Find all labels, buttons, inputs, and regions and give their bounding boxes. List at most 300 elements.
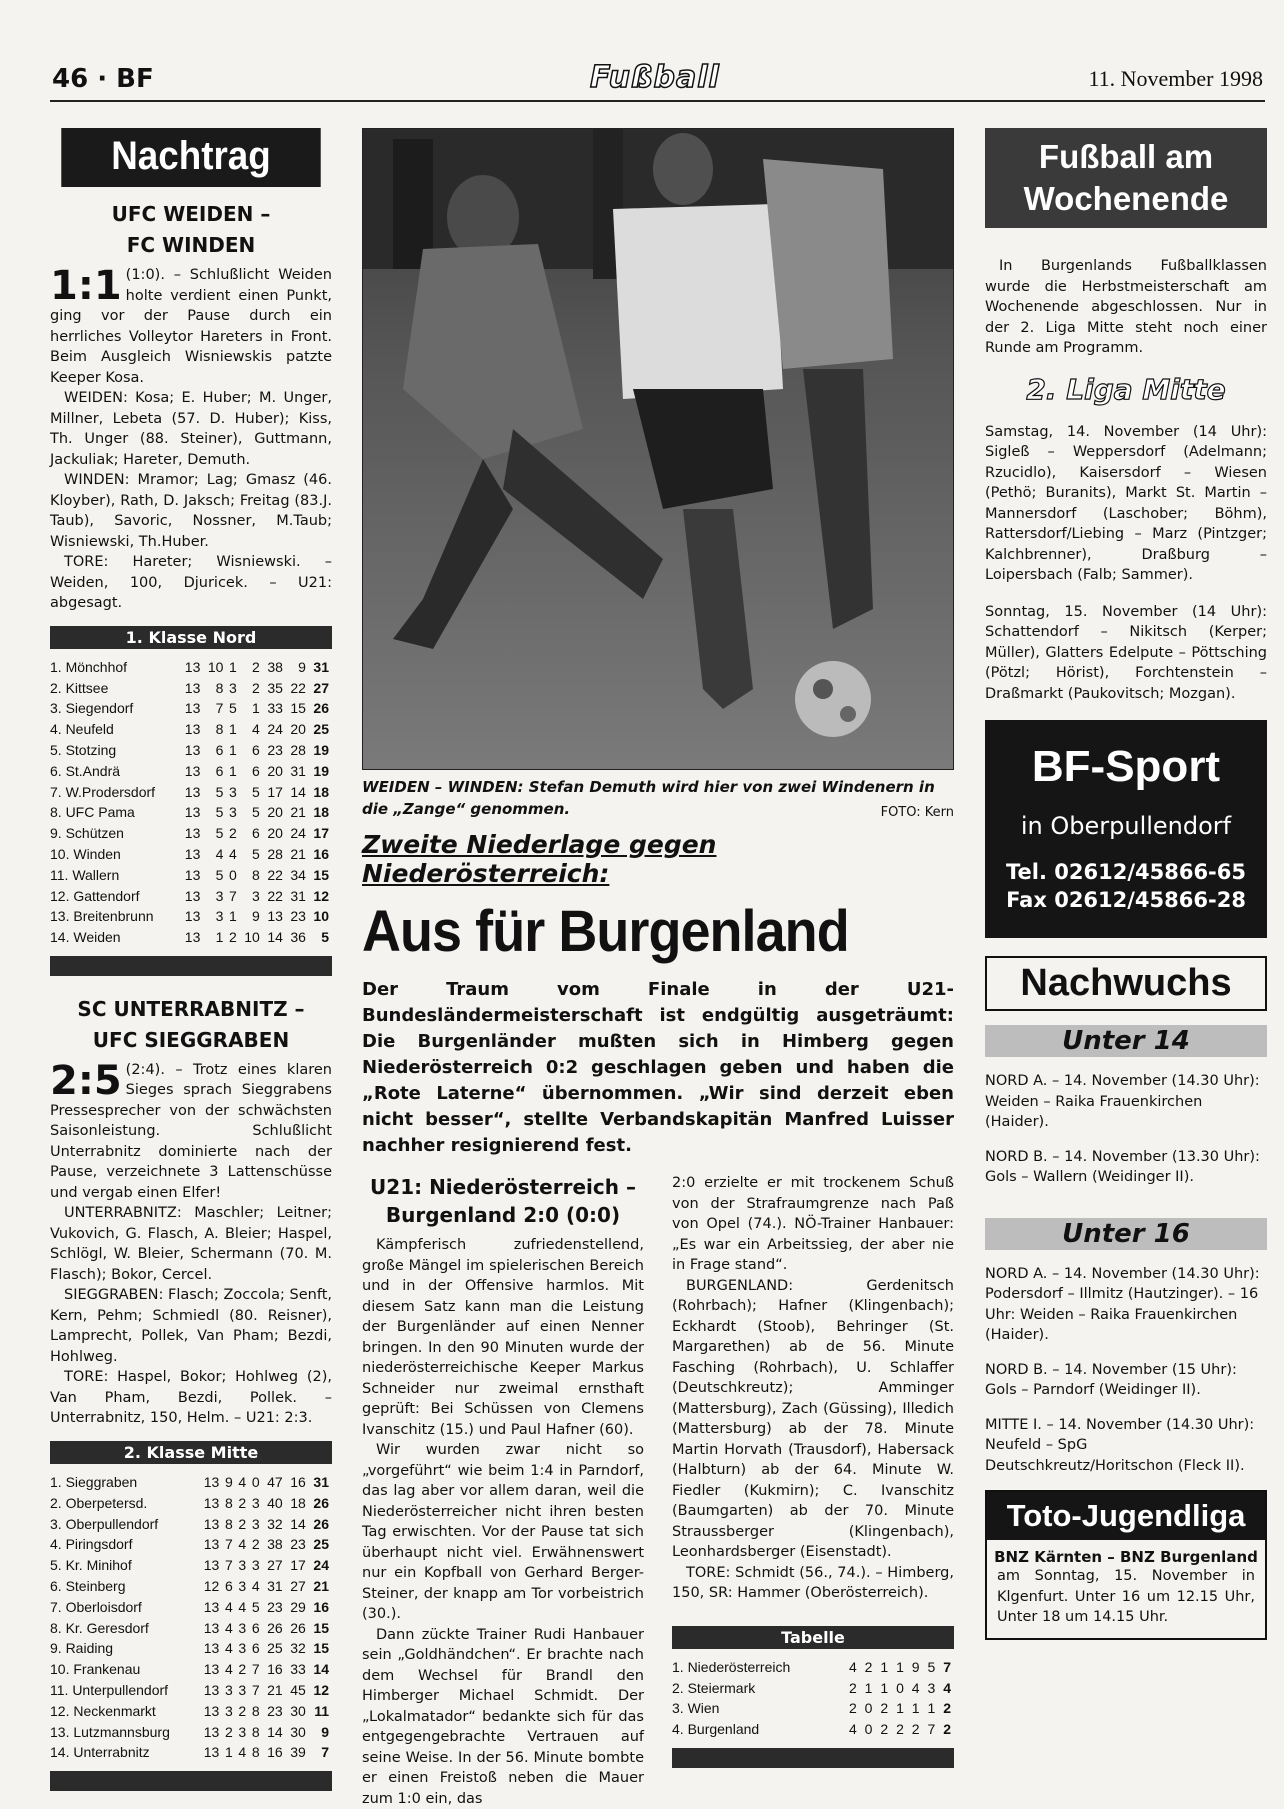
stat-value: 6 xyxy=(240,760,263,781)
table1-row xyxy=(50,677,332,698)
points: 7 xyxy=(938,1657,954,1678)
points: 2 xyxy=(938,1719,954,1740)
stat-value: 7 xyxy=(249,1680,262,1701)
u21-table-row xyxy=(672,1698,954,1719)
stat-value: 1 xyxy=(891,1698,907,1719)
stat-value: 10 xyxy=(203,657,226,678)
stat-value: 3 xyxy=(222,1700,235,1721)
match2-lineup-home: UNTERRABNITZ: Maschler; Leitner; Vukovich, G. Flasch, A. Bleier; Haspel, Schlögl, W. Bleier, Schermann (70. M. Flasch); Bokor, Cercel. xyxy=(50,1203,332,1285)
stat-value: 18 xyxy=(286,1492,309,1513)
team-name: 10. Frankenau xyxy=(50,1659,199,1680)
stat-value: 23 xyxy=(286,906,309,927)
stat-value: 22 xyxy=(286,677,309,698)
team-name: 10. Winden xyxy=(50,844,180,865)
body-para-3: Dann zückte Trainer Rudi Hanbauer sein „Goldhändchen“. Er brachte nach dem Wechsel für Brandl den Himberger Michael Schmidt. Der „Lokalmatador“ bedankte sich für das entgegengebrachte Vertrauen auf seine Weise. In der 56. Minute bombte er einen Freistoß neben die Mauer zum 1:0 ein, das xyxy=(362,1625,644,1809)
stat-value: 40 xyxy=(263,1492,286,1513)
table2-row xyxy=(50,1555,332,1576)
stat-value: 2 xyxy=(226,927,239,948)
stat-value: 13 xyxy=(199,1492,222,1513)
body-para-6: TORE: Schmidt (56., 74.). – Himberg, 150, SR: Hammer (Oberösterreich). xyxy=(672,1563,954,1604)
stat-value: 23 xyxy=(263,1596,286,1617)
stat-value: 26 xyxy=(263,1617,286,1638)
page-header xyxy=(50,60,1265,102)
stat-value: 5 xyxy=(923,1657,939,1678)
stat-value: 3 xyxy=(923,1677,939,1698)
stat-value: 16 xyxy=(263,1742,286,1763)
stat-value: 21 xyxy=(286,844,309,865)
stat-value: 30 xyxy=(286,1700,309,1721)
stat-value: 13 xyxy=(199,1596,222,1617)
team-name: 3. Wien xyxy=(672,1698,844,1719)
article-headline: Aus für Burgenland xyxy=(362,898,913,965)
stat-value: 4 xyxy=(222,1596,235,1617)
stat-value: 26 xyxy=(286,1617,309,1638)
standings-table-1 xyxy=(50,657,332,948)
points: 31 xyxy=(309,1472,332,1493)
team-name: 11. Unterpullendorf xyxy=(50,1680,199,1701)
team-name: 3. Oberpullendorf xyxy=(50,1513,199,1534)
stat-value: 17 xyxy=(286,1555,309,1576)
stat-value: 1 xyxy=(923,1698,939,1719)
u21-table-footer-bar xyxy=(672,1748,954,1768)
stat-value: 2 xyxy=(249,1534,262,1555)
stat-value: 3 xyxy=(249,1492,262,1513)
stat-value: 32 xyxy=(286,1638,309,1659)
stat-value: 31 xyxy=(286,760,309,781)
stat-value: 24 xyxy=(286,823,309,844)
stat-value: 9 xyxy=(240,906,263,927)
match1-goals: TORE: Hareter; Wisniewski. – Weiden, 100, Djuricek. – U21: abgesagt. xyxy=(50,552,332,614)
points: 25 xyxy=(309,1534,332,1555)
match1-text: (1:0). – Schlußlicht Weiden holte verdient einen Punkt, ging vor der Pause durch ein herrliches Volleytor Hareters in Front. Beim Ausgleich Wisniewskis patzte Keeper Kosa. xyxy=(50,267,332,386)
u21-table-title: Tabelle xyxy=(672,1626,954,1649)
stat-value: 5 xyxy=(240,844,263,865)
stat-value: 6 xyxy=(240,823,263,844)
article-col-a xyxy=(362,1173,644,1809)
photo-credit: FOTO: Kern xyxy=(881,805,954,820)
team-name: 12. Gattendorf xyxy=(50,885,180,906)
stat-value: 47 xyxy=(263,1472,286,1493)
u16-heading: Unter 16 xyxy=(985,1218,1267,1250)
points: 2 xyxy=(938,1698,954,1719)
points: 26 xyxy=(309,1492,332,1513)
table1-row xyxy=(50,740,332,761)
stat-value: 1 xyxy=(226,719,239,740)
stat-value: 20 xyxy=(263,760,286,781)
stat-value: 4 xyxy=(236,1742,249,1763)
stat-value: 16 xyxy=(263,1659,286,1680)
stat-value: 39 xyxy=(286,1742,309,1763)
stat-value: 0 xyxy=(249,1472,262,1493)
stat-value: 8 xyxy=(203,677,226,698)
article-col-b xyxy=(672,1173,954,1768)
bf-sport-ad xyxy=(985,720,1267,938)
team-name: 9. Raiding xyxy=(50,1638,199,1659)
table2-row xyxy=(50,1742,332,1763)
stat-value: 2 xyxy=(222,1721,235,1742)
stat-value: 22 xyxy=(263,885,286,906)
standings-table-2 xyxy=(50,1472,332,1763)
team-name: 7. Oberloisdorf xyxy=(50,1596,199,1617)
ad-place: in Oberpullendorf xyxy=(985,812,1267,840)
stat-value: 33 xyxy=(263,698,286,719)
team-name: 2. Oberpetersd. xyxy=(50,1492,199,1513)
points: 10 xyxy=(309,906,332,927)
stat-value: 4 xyxy=(203,844,226,865)
stat-value: 29 xyxy=(286,1596,309,1617)
u21-table-row xyxy=(672,1677,954,1698)
stat-value: 33 xyxy=(286,1659,309,1680)
stat-value: 20 xyxy=(286,719,309,740)
team-name: 1. Mönchhof xyxy=(50,657,180,678)
table1-row xyxy=(50,657,332,678)
stat-value: 8 xyxy=(240,864,263,885)
stat-value: 2 xyxy=(236,1700,249,1721)
match1-lineup-home: WEIDEN: Kosa; E. Huber; M. Unger, Millner, Lebeta (57. D. Huber); Kiss, Th. Unger (88. Steiner), Guttmann, Jackuliak; Hareter, Demuth. xyxy=(50,388,332,470)
stat-value: 2 xyxy=(891,1719,907,1740)
subhead-line-1: U21: Niederösterreich – xyxy=(362,1173,644,1201)
table1-row xyxy=(50,885,332,906)
stat-value: 7 xyxy=(226,885,239,906)
match2-goals: TORE: Haspel, Bokor; Hohlweg (2), Van Pham, Bezdi, Pollek. – Unterrabnitz, 150, Helm. – U21: 2:3. xyxy=(50,1367,332,1429)
points: 25 xyxy=(309,719,332,740)
stat-value: 14 xyxy=(263,1721,286,1742)
stat-value: 5 xyxy=(249,1596,262,1617)
stat-value: 13 xyxy=(180,885,203,906)
liga-heading: 2. Liga Mitte xyxy=(985,373,1267,406)
table2-row xyxy=(50,1492,332,1513)
stat-value: 15 xyxy=(286,698,309,719)
stat-value: 9 xyxy=(222,1472,235,1493)
stat-value: 13 xyxy=(199,1659,222,1680)
stat-value: 13 xyxy=(180,823,203,844)
stat-value: 6 xyxy=(240,740,263,761)
stat-value: 7 xyxy=(203,698,226,719)
stat-value: 1 xyxy=(226,760,239,781)
stat-value: 4 xyxy=(222,1638,235,1659)
ad-phone: Tel. 02612/45866-65 xyxy=(985,858,1267,886)
match1-heading xyxy=(50,199,332,261)
stat-value: 3 xyxy=(236,1680,249,1701)
stat-value: 2 xyxy=(240,677,263,698)
stat-value: 3 xyxy=(236,1576,249,1597)
stat-value: 13 xyxy=(180,698,203,719)
stat-value: 6 xyxy=(222,1576,235,1597)
stat-value: 14 xyxy=(286,1513,309,1534)
stat-value: 34 xyxy=(286,864,309,885)
stat-value: 8 xyxy=(249,1700,262,1721)
stat-value: 13 xyxy=(199,1721,222,1742)
stat-value: 3 xyxy=(236,1638,249,1659)
table1-row xyxy=(50,781,332,802)
stat-value: 3 xyxy=(236,1721,249,1742)
match-photo-image xyxy=(363,129,953,769)
stat-value: 9 xyxy=(286,657,309,678)
stat-value: 13 xyxy=(199,1472,222,1493)
subhead-line-2: Burgenland 2:0 (0:0) xyxy=(362,1201,644,1229)
stat-value: 1 xyxy=(875,1677,891,1698)
stat-value: 22 xyxy=(263,864,286,885)
match2-text: (2:4). – Trotz eines klaren Sieges sprach Sieggrabens Pressesprecher von der schwächsten Saisonleistung. Schlußlicht Unterrabnitz dominierte nach der Pause, verzeichnete 3 Lattenschüsse und vergab einen Elfer! xyxy=(50,1062,332,1201)
stat-value: 27 xyxy=(263,1555,286,1576)
stat-value: 1 xyxy=(875,1657,891,1678)
stat-value: 2 xyxy=(236,1513,249,1534)
stat-value: 2 xyxy=(240,657,263,678)
stat-value: 6 xyxy=(203,740,226,761)
toto-details: am Sonntag, 15. November in Klgenfurt. Unter 16 um 12.15 Uhr, Unter 18 um 14.15 Uhr. xyxy=(987,1566,1265,1628)
match2-team-a: SC UNTERRABNITZ – xyxy=(50,994,332,1025)
team-name: 8. Kr. Geresdorf xyxy=(50,1617,199,1638)
team-name: 11. Wallern xyxy=(50,864,180,885)
stat-value: 1 xyxy=(860,1677,876,1698)
section-title: Fußball xyxy=(590,60,720,95)
team-name: 5. Stotzing xyxy=(50,740,180,761)
stat-value: 5 xyxy=(203,781,226,802)
stat-value: 21 xyxy=(286,802,309,823)
u21-standings-table xyxy=(672,1657,954,1740)
u14-fixture-a: NORD A. – 14. November (14.30 Uhr): Weiden – Raika Frauenkirchen (Haider). xyxy=(985,1071,1267,1133)
stat-value: 1 xyxy=(226,657,239,678)
table1-row xyxy=(50,760,332,781)
ad-contact xyxy=(985,858,1267,914)
ad-name: BF-Sport xyxy=(985,742,1267,792)
table1-row xyxy=(50,864,332,885)
toto-heading: Toto-Jugendliga xyxy=(987,1492,1265,1540)
stat-value: 2 xyxy=(907,1719,923,1740)
team-name: 2. Kittsee xyxy=(50,677,180,698)
table2-row xyxy=(50,1721,332,1742)
nachtrag-heading: Nachtrag xyxy=(61,128,320,187)
points: 11 xyxy=(309,1700,332,1721)
ad-fax: Fax 02612/45866-28 xyxy=(985,886,1267,914)
points: 7 xyxy=(309,1742,332,1763)
stat-value: 2 xyxy=(844,1677,860,1698)
photo-caption xyxy=(362,776,954,820)
points: 15 xyxy=(309,1638,332,1659)
points: 16 xyxy=(309,844,332,865)
stat-value: 8 xyxy=(222,1513,235,1534)
stat-value: 17 xyxy=(263,781,286,802)
stat-value: 28 xyxy=(286,740,309,761)
stat-value: 2 xyxy=(236,1492,249,1513)
stat-value: 16 xyxy=(286,1472,309,1493)
points: 24 xyxy=(309,1555,332,1576)
points: 19 xyxy=(309,740,332,761)
table1-row xyxy=(50,823,332,844)
center-column xyxy=(362,128,954,1173)
stat-value: 13 xyxy=(199,1742,222,1763)
stat-value: 13 xyxy=(199,1700,222,1721)
toto-box xyxy=(985,1490,1267,1640)
team-name: 4. Burgenland xyxy=(672,1719,844,1740)
stat-value: 5 xyxy=(240,802,263,823)
body-para-2: Wir wurden zwar nicht so „vorgeführt“ wie beim 1:4 in Parndorf, das lag aber vor allem daran, weil die Niederösterreicher nicht ihren besten Tag erwischten. Vor der Pause tat sich überhaupt nicht viel. Erwähnenswert nur ein Kopfball von Gerhard Berger-Steiner, der knapp am Tor vorbeistrich (30.). xyxy=(362,1440,644,1625)
body-para-5: BURGENLAND: Gerdenitsch (Rohrbach); Hafner (Klingenbach); Eckhardt (Stoob), Behringer (St. Margarethen) ab de 56. Minute Fasching (Rohrbach), U. Schlaffer (Deutschkreutz); Amminger (Mattersburg), Zach (Güssing), Illedich (Mattersburg) ab der 78. Minute Martin Horvath (Trausdorf), Habersack (Halbturn) ab der 64. Minute W. Fiedler (Kukmirn); C. Ivanschitz (Baumgarten) ab der 70. Minute Straussberger (Klingenbach), Leonhardsberger (Eisenstadt). xyxy=(672,1276,954,1563)
stat-value: 32 xyxy=(263,1513,286,1534)
points: 16 xyxy=(309,1596,332,1617)
stat-value: 13 xyxy=(199,1638,222,1659)
stat-value: 35 xyxy=(263,677,286,698)
points: 18 xyxy=(309,781,332,802)
u16-fixture-a: NORD A. – 14. November (14.30 Uhr): Podersdorf – Illmitz (Hautzinger). – 16 Uhr: Weiden – Raika Frauenkirchen (Haider). xyxy=(985,1264,1267,1346)
stat-value: 9 xyxy=(907,1657,923,1678)
stat-value: 4 xyxy=(240,719,263,740)
stat-value: 23 xyxy=(286,1534,309,1555)
stat-value: 13 xyxy=(199,1534,222,1555)
stat-value: 10 xyxy=(240,927,263,948)
stat-value: 31 xyxy=(286,885,309,906)
team-name: 9. Schützen xyxy=(50,823,180,844)
team-name: 4. Piringsdorf xyxy=(50,1534,199,1555)
stat-value: 8 xyxy=(249,1721,262,1742)
stat-value: 7 xyxy=(222,1534,235,1555)
stat-value: 4 xyxy=(249,1576,262,1597)
table2-row xyxy=(50,1617,332,1638)
table2-footer-bar xyxy=(50,1771,332,1791)
stat-value: 3 xyxy=(240,885,263,906)
team-name: 13. Lutzmannsburg xyxy=(50,1721,199,1742)
left-column xyxy=(50,128,332,1791)
team-name: 1. Niederösterreich xyxy=(672,1657,844,1678)
stat-value: 3 xyxy=(236,1555,249,1576)
stat-value: 13 xyxy=(180,740,203,761)
team-name: 14. Weiden xyxy=(50,927,180,948)
stat-value: 6 xyxy=(249,1638,262,1659)
table2-row xyxy=(50,1659,332,1680)
points: 26 xyxy=(309,698,332,719)
table1-title: 1. Klasse Nord xyxy=(50,626,332,649)
stat-value: 31 xyxy=(263,1576,286,1597)
points: 14 xyxy=(309,1659,332,1680)
stat-value: 28 xyxy=(263,844,286,865)
stat-value: 3 xyxy=(249,1555,262,1576)
stat-value: 8 xyxy=(222,1492,235,1513)
stat-value: 1 xyxy=(226,906,239,927)
stat-value: 13 xyxy=(180,844,203,865)
u14-heading: Unter 14 xyxy=(985,1025,1267,1057)
article-subhead xyxy=(362,1173,644,1229)
stat-value: 25 xyxy=(263,1638,286,1659)
points: 31 xyxy=(309,657,332,678)
points: 5 xyxy=(309,927,332,948)
stat-value: 8 xyxy=(203,719,226,740)
table2-row xyxy=(50,1680,332,1701)
caption-text: WEIDEN – WINDEN: Stefan Demuth wird hier von zwei Windenern in die „Zange“ genommen. xyxy=(362,778,935,818)
match2-lineup-away: SIEGGRABEN: Flasch; Zoccola; Senft, Kern, Pehm; Schmiedl (80. Reisner), Lamprecht, Pollek, Van Pham; Bezdi, Hohlweg. xyxy=(50,1285,332,1367)
stat-value: 0 xyxy=(860,1698,876,1719)
stat-value: 3 xyxy=(203,906,226,927)
match2-score: 2:5 xyxy=(50,1062,122,1100)
table1-row xyxy=(50,844,332,865)
stat-value: 3 xyxy=(222,1680,235,1701)
stat-value: 3 xyxy=(226,677,239,698)
stat-value: 23 xyxy=(263,740,286,761)
points: 15 xyxy=(309,864,332,885)
sunday-fixtures: Sonntag, 15. November (14 Uhr): Schattendorf – Nikitsch (Kerper; Müller), Glatters Edelpute – Pöttsching (Pötzl; Hörist), Forchtenstein – Draßmarkt (Paukovitsch; Mozgan). xyxy=(985,602,1267,705)
stat-value: 5 xyxy=(203,823,226,844)
match2-heading xyxy=(50,994,332,1056)
team-name: 2. Steiermark xyxy=(672,1677,844,1698)
stat-value: 20 xyxy=(263,802,286,823)
stat-value: 2 xyxy=(875,1719,891,1740)
stat-value: 1 xyxy=(891,1657,907,1678)
match2-report xyxy=(50,1060,332,1429)
match1-report xyxy=(50,265,332,614)
stat-value: 5 xyxy=(203,864,226,885)
stat-value: 24 xyxy=(263,719,286,740)
body-para-4: 2:0 erzielte er mit trockenem Schuß von der Strafraumgrenze nach Paß von Opel (74.). NÖ-Trainer Hanbauer: „Es war ein Arbeitssieg, der aber nie in Frage stand“. xyxy=(672,1173,954,1276)
stat-value: 1 xyxy=(203,927,226,948)
stat-value: 2 xyxy=(860,1657,876,1678)
table2-title: 2. Klasse Mitte xyxy=(50,1441,332,1464)
points: 15 xyxy=(309,1617,332,1638)
u21-table-row xyxy=(672,1657,954,1678)
table1-row xyxy=(50,927,332,948)
team-name: 1. Sieggraben xyxy=(50,1472,199,1493)
stat-value: 13 xyxy=(180,657,203,678)
stat-value: 7 xyxy=(923,1719,939,1740)
stat-value: 2 xyxy=(844,1698,860,1719)
stat-value: 3 xyxy=(236,1617,249,1638)
stat-value: 4 xyxy=(222,1659,235,1680)
stat-value: 27 xyxy=(286,1576,309,1597)
stat-value: 14 xyxy=(263,927,286,948)
page-number: 46 · BF xyxy=(52,64,154,94)
stat-value: 13 xyxy=(180,906,203,927)
stat-value: 12 xyxy=(199,1576,222,1597)
stat-value: 3 xyxy=(203,885,226,906)
stat-value: 7 xyxy=(222,1555,235,1576)
stat-value: 3 xyxy=(226,802,239,823)
match2-team-b: UFC SIEGGRABEN xyxy=(50,1025,332,1056)
team-name: 13. Breitenbrunn xyxy=(50,906,180,927)
points: 4 xyxy=(938,1677,954,1698)
stat-value: 1 xyxy=(907,1698,923,1719)
team-name: 6. St.Andrä xyxy=(50,760,180,781)
stat-value: 13 xyxy=(180,802,203,823)
stat-value: 5 xyxy=(203,802,226,823)
points: 12 xyxy=(309,885,332,906)
table1-row xyxy=(50,802,332,823)
stat-value: 36 xyxy=(286,927,309,948)
stat-value: 7 xyxy=(249,1659,262,1680)
stat-value: 6 xyxy=(203,760,226,781)
team-name: 14. Unterrabnitz xyxy=(50,1742,199,1763)
stat-value: 0 xyxy=(860,1719,876,1740)
table2-row xyxy=(50,1596,332,1617)
issue-date: 11. November 1998 xyxy=(1088,66,1263,92)
stat-value: 8 xyxy=(249,1742,262,1763)
weekend-heading-text: Fußball am Wochenende xyxy=(1024,138,1229,217)
table1-row xyxy=(50,906,332,927)
stat-value: 13 xyxy=(180,677,203,698)
match1-lineup-away: WINDEN: Mramor; Lag; Gmasz (46. Kloyber), Rath, D. Jaksch; Freitag (83.J. Taub), Savoric, Nossner, M.Taub; Wisniewski, Th.Huber. xyxy=(50,470,332,552)
table2-row xyxy=(50,1534,332,1555)
stat-value: 1 xyxy=(240,698,263,719)
stat-value: 0 xyxy=(226,864,239,885)
u16-fixture-c: MITTE I. – 14. November (14.30 Uhr): Neufeld – SpG Deutschkreutz/Horitschon (Fleck II). xyxy=(985,1415,1267,1477)
stat-value: 13 xyxy=(180,719,203,740)
stat-value: 4 xyxy=(236,1472,249,1493)
stat-value: 4 xyxy=(844,1657,860,1678)
stat-value: 38 xyxy=(263,1534,286,1555)
table1-row xyxy=(50,719,332,740)
right-column xyxy=(985,128,1267,1640)
table2-row xyxy=(50,1472,332,1493)
match1-team-a: UFC WEIDEN – xyxy=(50,199,332,230)
match1-score: 1:1 xyxy=(50,267,122,305)
team-name: 8. UFC Pama xyxy=(50,802,180,823)
